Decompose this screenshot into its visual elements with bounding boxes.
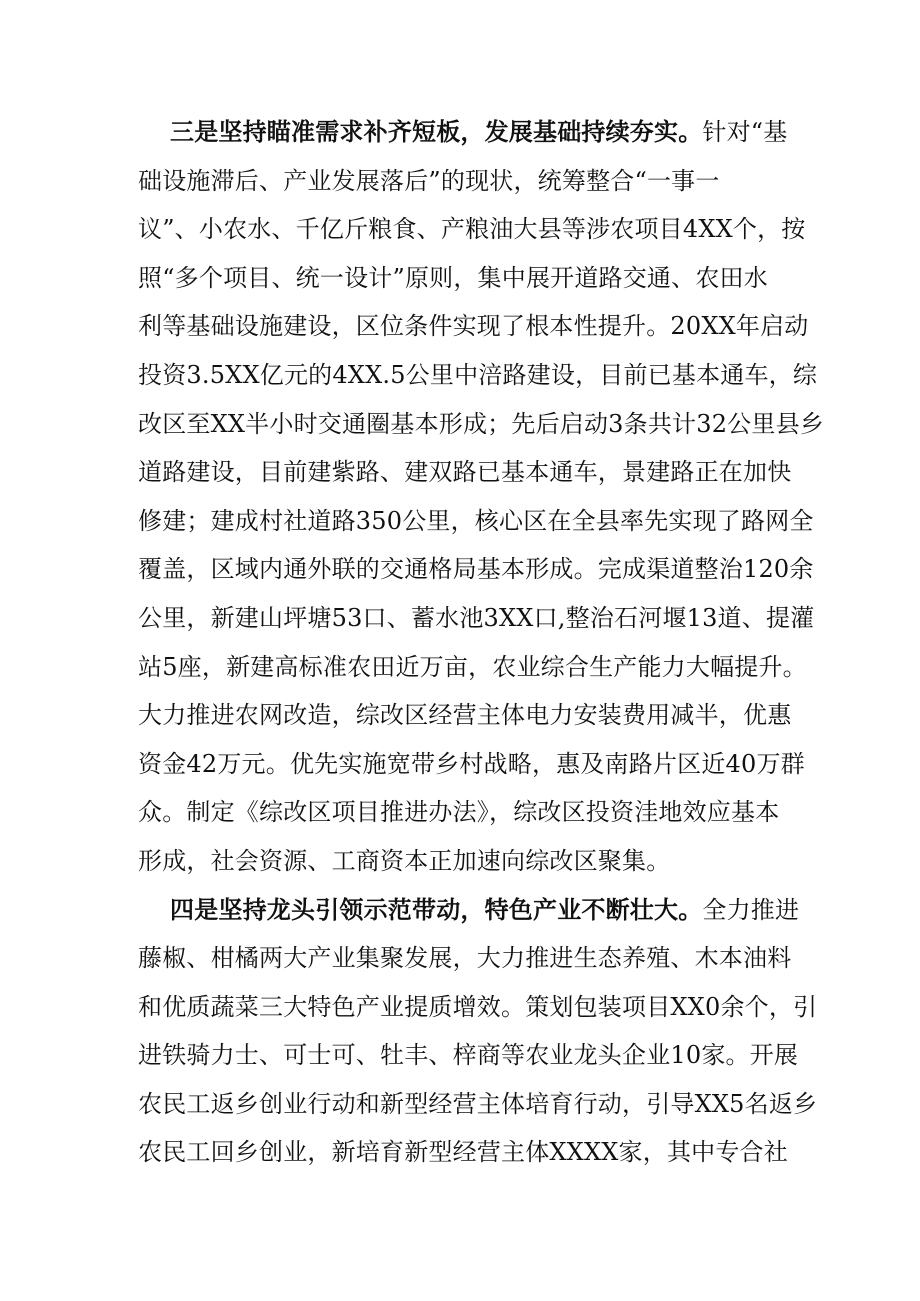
paragraph-line: 形成，社会资源、工商资本正加速向综改区聚集。 [138, 846, 671, 875]
paragraph-line: 众。制定《综改区项目推进办法》，综改区投资洼地效应基本 [138, 798, 780, 827]
paragraph-line: 大力推进农网改造，综改区经营主体电力安装费用减半，优惠 [138, 701, 792, 730]
paragraph-first-line [138, 886, 800, 935]
paragraph-line: 议”、小农水、千亿斤粮食、产粮油大县等涉农项目4XX个，按 [138, 215, 806, 244]
paragraph-line: 资金42万元。优先实施宽带乡村战略，惠及南路片区近40万群 [138, 749, 805, 778]
document-body [138, 108, 824, 1177]
paragraph-line: 利等基础设施建设，区位条件实现了根本性提升。20XX年启动 [138, 312, 809, 341]
paragraph-lead-heading: 四是坚持龙头引领示范带动，特色产业不断壮大。 [170, 895, 703, 924]
paragraph-infrastructure [138, 108, 824, 886]
paragraph-text: 针对“基 [702, 118, 788, 146]
paragraph-line: 藤椒、柑橘两大产业集聚发展，大力推进生态养殖、木本油料 [138, 944, 792, 973]
paragraph-line: 和优质蔬菜三大特色产业提质增效。策划包装项目XX0余个，引 [138, 992, 818, 1021]
paragraph-line: 修建；建成村社道路350公里，核心区在全县率先实现了路网全 [138, 506, 814, 535]
paragraph-line: 进铁骑力士、可士可、牡丰、梓商等农业龙头企业10家。开展 [138, 1041, 799, 1070]
paragraph-line: 公里，新建山坪塘53口、蓄水池3XX口,整治石河堰13道、提灌 [138, 603, 815, 632]
paragraph-line: 站5座，新建高标准农田近万亩，农业综合生产能力大幅提升。 [138, 652, 807, 681]
paragraph-industry [138, 886, 818, 1178]
paragraph-line: 农民工返乡创业行动和新型经营主体培育行动，引导XX5名返乡 [138, 1089, 818, 1118]
paragraph-line: 农民工回乡创业，新培育新型经营主体XXXX家，其中专合社 [138, 1138, 788, 1167]
paragraph-text: 全力推进 [702, 895, 800, 924]
paragraph-line: 改区至XX半小时交通圈基本形成；先后启动3条共计32公里县乡 [138, 409, 824, 438]
paragraph-line: 覆盖，区域内通外联的交通格局基本形成。完成渠道整治120余 [138, 555, 814, 584]
paragraph-line: 础设施滞后、产业发展落后”的现状，统筹整合“一事一 [138, 166, 720, 195]
paragraph-lead-heading: 三是坚持瞄准需求补齐短板，发展基础持续夯实。 [170, 118, 703, 146]
paragraph-line: 投资3.5XX亿元的4XX.5公里中涪路建设，目前已基本通车，综 [138, 360, 818, 389]
paragraph-line: 道路建设，目前建紫路、建双路已基本通车，景建路正在加快 [138, 458, 792, 487]
paragraph-line: 照“多个项目、统一设计”原则，集中展开道路交通、农田水 [138, 263, 768, 292]
paragraph-first-line [138, 108, 788, 157]
